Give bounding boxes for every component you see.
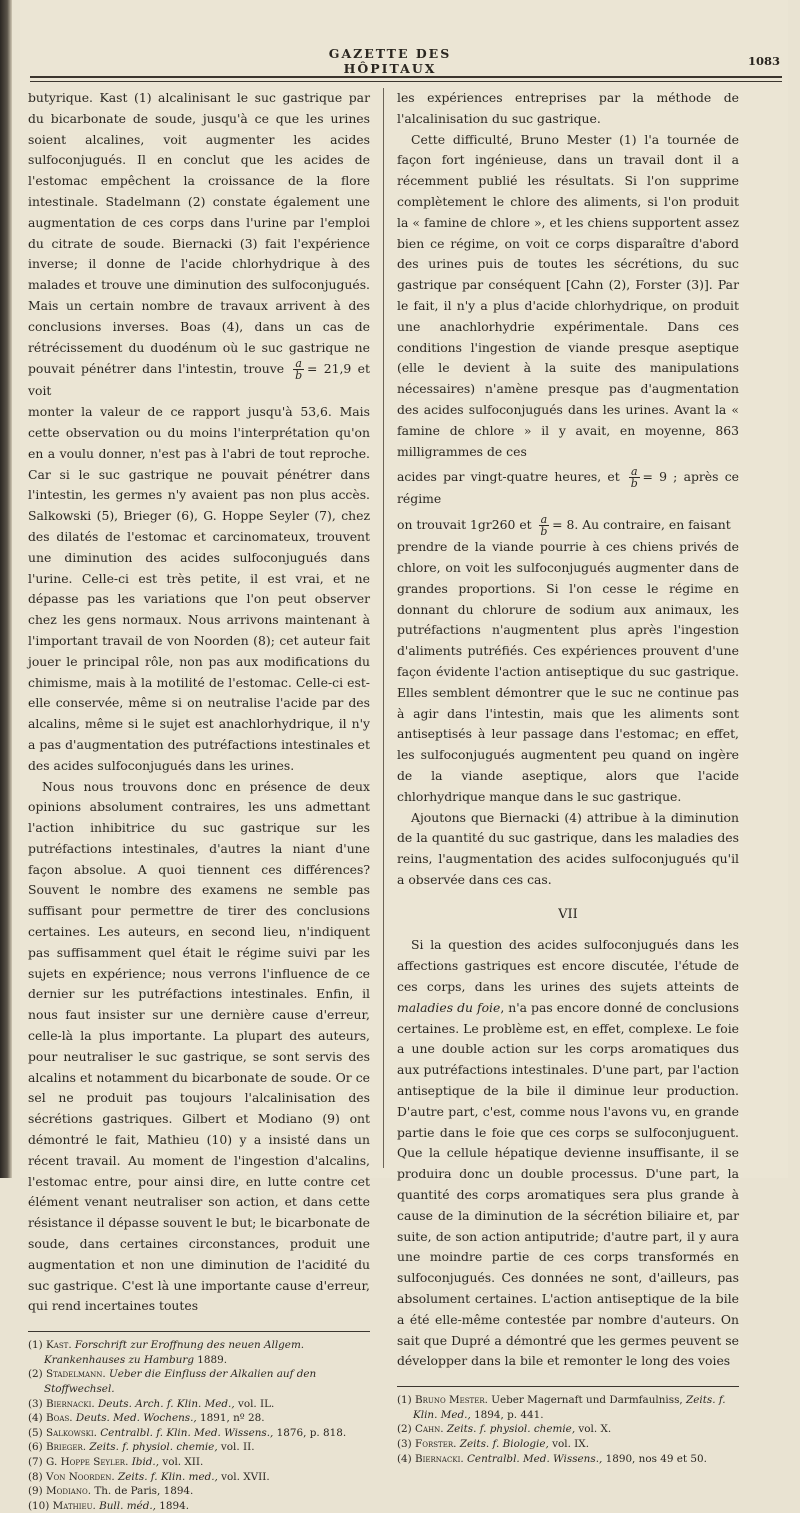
- formula-value: = 21,9 et voit: [28, 361, 370, 399]
- fraction-denominator: b: [630, 477, 638, 491]
- running-head: GAZETTE DES HÔPITAUX: [328, 46, 452, 76]
- footnote: [28, 1397, 370, 1412]
- footnote-title: Zeits. f. Klin. med.,: [118, 1470, 218, 1483]
- footnote: [397, 1452, 739, 1467]
- footnotes: [28, 1338, 370, 1513]
- footnote-text: 1894.: [155, 1499, 190, 1512]
- footnote-text: vol. XVII.: [217, 1470, 270, 1483]
- fraction-numerator: a: [540, 513, 548, 527]
- header-rule: [30, 76, 782, 82]
- footnote-author: Brieger.: [46, 1441, 90, 1454]
- footnote-text: 1876, p. 818.: [273, 1426, 347, 1439]
- paragraph: [397, 935, 739, 1372]
- footnote-title: Zeits. f. physiol. chemie,: [89, 1441, 218, 1454]
- page-header: [20, 44, 788, 76]
- footnote-number: (7): [28, 1455, 47, 1468]
- fraction-denominator: b: [540, 525, 548, 539]
- footnote-text: vol. IL.: [234, 1397, 275, 1410]
- emphasis-text: maladies du foie: [397, 999, 501, 1015]
- footnote-text: vol. IX.: [548, 1438, 589, 1450]
- footnote-title: Forschrift zur Eroffnung des neuen Allgem. Krankenhauses zu Hamburg: [44, 1339, 305, 1366]
- footnote-author: Stadelmann.: [46, 1368, 109, 1381]
- paragraph: prendre de la viande pourrie à ces chiens privés de chlore, on voit les sulfoconjugués augmenter dans de grandes proportions. Si l'on cesse le régime en donnant du chlorure de sodium aux animaux, les putréfactions n'augmentent plus après l'ingestion d'aliments putréfiés. Ces expériences prouvent d'une façon évidente l'action antiseptique du suc gastrique. Elles semblent démontrer que le suc ne continue pas à agir dans l'intestin, mais que les aliments sont antiseptisés à leur passage dans l'estomac; en effet, les sulfoconjugués augmentent peu quand on ingère de la viande aseptique, alors que l'acide chlorhydrique manque dans le suc gastrique.: [397, 539, 739, 804]
- fraction-denominator: b: [295, 369, 303, 383]
- footnote-rule: [397, 1386, 739, 1387]
- footnote-number: (3): [397, 1438, 416, 1450]
- footnote-title: Centralbl. f. Klin. Med. Wissens.,: [100, 1426, 274, 1439]
- footnote-title: Deuts. Med. Wochens.,: [75, 1412, 197, 1425]
- footnotes: [397, 1393, 739, 1466]
- footnote-title: Deuts. Arch. f. Klin. Med.,: [97, 1397, 235, 1410]
- paragraph: Ajoutons que Biernacki (4) attribue à la diminution de la quantité du suc gastrique, dans les maladies des reins, l'augmentation des acides sulfoconjugués qu'il a observée dans ces cas.: [397, 809, 739, 887]
- fraction-numerator: a: [630, 465, 638, 479]
- footnote-text: Th. de Paris, 1894.: [94, 1485, 194, 1498]
- footnote: [397, 1422, 739, 1437]
- footnote-text: Ueber Magernaft und Darmfaulniss,: [487, 1394, 687, 1407]
- footnote-author: Biernacki.: [415, 1452, 464, 1465]
- footnote-text: 1889.: [194, 1353, 228, 1366]
- footnote-author: Forster.: [415, 1438, 457, 1450]
- formula-line: [397, 514, 739, 537]
- footnote-title: Zeits. f. Biologie,: [459, 1438, 549, 1450]
- formula-line: [397, 466, 739, 510]
- footnote-author: Biernacki.: [46, 1397, 98, 1410]
- footnote-text: 1891, nº 28.: [196, 1412, 265, 1425]
- footnote-title: Zeits. f. Klin. Med.,: [413, 1394, 726, 1421]
- footnote-title: Ueber die Einfluss der Alkalien auf den Stoffwechsel.: [44, 1368, 317, 1395]
- page-number: 1083: [747, 54, 780, 68]
- footnote: [28, 1499, 370, 1513]
- footnote-number: (10): [28, 1499, 53, 1512]
- fraction: [293, 358, 304, 381]
- footnote-number: (6): [28, 1441, 47, 1454]
- paragraph: Nous nous trouvons donc en présence de deux opinions absolument contraires, les uns admettant l'action inhibitrice du suc gastrique sur les putréfactions intestinales, d'autres la niant d'une façon absolue. A quoi tiennent ces différences? Souvent le nombre des examens ne semble pas suffisant pour permettre de tirer des conclusions certaines. Les auteurs, en second lieu, n'indiquent pas suffisamment quel était le régime suivi par les sujets en expérience; nous verrons l'influence de ce dernier sur les putréfactions intestinales. Enfin, il nous faut insister sur une dernière cause d'erreur, celle-là la plus importante. La plupart des auteurs, pour neutraliser le suc gastrique, se sont servis des alcalins et notamment du bicarbonate de soude. Or ce sel ne produit pas toujours l'alcalinisation des sécrétions gastriques. Gilbert et Modiano (9) ont démontré le fait, Mathieu (10) y a insisté dans un récent travail. Au moment de l'ingestion d'alcalins, l'estomac entre, pour ainsi dire, en lutte contre cet élément venant neutraliser son action, et dans cette résistance il dépasse souvent le but; le bicarbonate de soude, dans certaines circonstances, produit une augmentation et non une diminution de l'acidité du suc gastrique. C'est là une importante cause d'erreur, qui rend incertaines toutes: [28, 778, 370, 1314]
- footnote-title: Ibid.,: [131, 1455, 160, 1468]
- footnote-title: Zeits. f. physiol. chemie,: [446, 1423, 576, 1436]
- footnote-number: (1): [28, 1339, 47, 1352]
- footnote-text: vol. X.: [575, 1423, 612, 1436]
- footnote: [28, 1426, 370, 1441]
- fraction: [629, 466, 640, 489]
- footnote-number: (3): [28, 1397, 47, 1410]
- footnote: [28, 1484, 370, 1499]
- footnote-author: Mathieu.: [52, 1499, 100, 1512]
- footnote: [28, 1470, 370, 1485]
- footnote-author: Modiano.: [46, 1485, 95, 1498]
- formula-text: = 8. Au contraire, en faisant: [552, 517, 731, 533]
- footnote-number: (4): [28, 1412, 47, 1425]
- footnote-author: Bruno Mester.: [415, 1394, 488, 1407]
- footnote: [28, 1411, 370, 1426]
- footnote-text: 1894, p. 441.: [470, 1408, 544, 1421]
- footnote: [28, 1455, 370, 1470]
- journal-page: [20, 0, 788, 1512]
- paragraph-text: Si la question des acides sulfoconjugués dans les affections gastriques est encore discutée, l'étude de ces corps, dans les urines des sujets atteints de: [397, 937, 739, 995]
- formula-text: = 9 ; après ce régime: [397, 469, 739, 507]
- fraction: [539, 514, 550, 537]
- footnote-number: (4): [397, 1452, 416, 1465]
- footnote-author: Salkowski.: [46, 1426, 101, 1439]
- footnote-number: (1): [397, 1394, 416, 1407]
- fraction-numerator: a: [295, 357, 302, 371]
- footnote-author: Von Noorden.: [46, 1470, 118, 1483]
- footnote: [28, 1338, 370, 1367]
- footnote-title: Bull. méd.,: [99, 1499, 156, 1512]
- footnote-author: G. Hoppe Seyler.: [46, 1455, 132, 1468]
- paragraph-text: butyrique. Kast (1) alcalinisant le suc gastrique par du bicarbonate de soude, jusqu'à ce que les urines soient alcalines, voit augmenter les acides sulfoconjugués. Il en conclut que les acides de l'estomac empêchent la croissance de la flore intestinale. Stadelmann (2) constate également une augmentation de ces corps dans l'urine par l'emploi du citrate de soude. Biernacki (3) fait l'expérience inverse; il donne de l'acide chlorhydrique à des malades et trouve une diminution des sulfoconjugués. Mais un certain nombre de travaux arrivent à des conclusions inverses. Boas (4), dans un cas de rétrécissement du duodénum où le suc gastrique ne pouvait pénétrer dans l'intestin, trouve: [28, 90, 370, 377]
- footnote-number: (2): [28, 1368, 47, 1381]
- footnote-number: (2): [397, 1423, 416, 1436]
- left-column: [28, 88, 370, 1513]
- footnote-title: Centralbl. Med. Wissens.,: [466, 1452, 603, 1465]
- footnote-number: (9): [28, 1485, 47, 1498]
- section-heading: VII: [558, 906, 578, 922]
- footnote-author: Cahn.: [415, 1423, 444, 1436]
- footnote-author: Kast.: [46, 1339, 75, 1352]
- footnote: [397, 1437, 739, 1452]
- footnote-author: Boas.: [46, 1412, 76, 1425]
- book-binding-edge: [0, 0, 12, 1178]
- formula-text: on trouvait 1gr260 et: [397, 517, 532, 533]
- footnote: [397, 1393, 739, 1422]
- footnote: [28, 1440, 370, 1455]
- footnote-number: (8): [28, 1470, 47, 1483]
- paragraph: monter la valeur de ce rapport jusqu'à 53,6. Mais cette observation ou du moins l'interprétation qu'on en a voulu donner, n'est pas à l'abri de tout reproche. Car si le suc gastrique ne pouvait pénétrer dans l'intestin, les germes n'y avaient pas non plus accès. Salkowski (5), Brieger (6), G. Hoppe Seyler (7), chez des dilatés de l'estomac et carcinomateux, trouvent une diminution des acides sulfoconjugués dans l'urine. Celle-ci est très petite, il est vrai, et ne dépasse pas les variations que l'on peut observer chez les gens normaux. Nous arrivons maintenant à l'important travail de von Noorden (8); cet auteur fait jouer le principal rôle, non pas aux modifications du chimisme, mais à la motilité de l'estomac. Celle-ci est-elle conservée, même si on neutralise l'acide par des alcalins, même si le sujet est anachlorhydrique, il n'y a pas d'augmentation des putréfactions intestinales et des acides sulfoconjugués dans les urines.: [28, 404, 370, 773]
- footnote-text: vol. XII.: [159, 1455, 204, 1468]
- footnote-text: vol. II.: [217, 1441, 255, 1454]
- paragraph-text: , n'a pas encore donné de conclusions certaines. Le problème est, en effet, complexe. Le foie a une double action sur les corps aromatiques dus aux putréfactions intestinales. D'une part, par l'action antiseptique de la bile il diminue leur production. D'autre part, c'est, comme nous l'avons vu, en grande partie dans le foie que ces corps se sulfoconjuguent. Que la cellule hépatique devienne insuffisante, il se produira donc un double processus. D'une part, la quantité des corps aromatiques sera plus grande à cause de la diminution de la sécrétion biliaire et, par suite, de son action antiputride; d'autre part, il y aura une moindre partie de ces corps transformés en sulfoconjugués. Ces données ne sont, d'ailleurs, pas absolument certaines. L'action antiseptique de la bile a été elle-même contestée par nombre d'auteurs. On sait que Dupré a démontré que les germes peuvent se développer dans la bile et remonter le long des voies: [397, 999, 739, 1369]
- footnote-rule: [28, 1331, 370, 1332]
- formula-text: acides par vingt-quatre heures, et: [397, 469, 620, 485]
- paragraph: les expériences entreprises par la méthode de l'alcalinisation du suc gastrique.: [397, 90, 739, 126]
- footnote-text: 1890, nos 49 et 50.: [602, 1452, 707, 1465]
- paragraph: [28, 88, 370, 402]
- right-column: [397, 88, 739, 1466]
- footnote: [28, 1367, 370, 1396]
- column-divider: [383, 88, 384, 1168]
- footnote-number: (5): [28, 1426, 47, 1439]
- paragraph: Cette difficulté, Bruno Mester (1) l'a tournée de façon fort ingénieuse, dans un travail dont il a récemment publié les résultats. Si l'on supprime complètement le chlore des aliments, si l'on produit la « famine de chlore », et les chiens supportent assez bien ce régime, on voit ce corps disparaître d'abord des urines puis de toutes les sécrétions, du suc gastrique par conséquent [Cahn (2), Forster (3)]. Par le fait, il n'y a plus d'acide chlorhydrique, on produit une anachlorhydrie expérimentale. Dans ces conditions l'ingestion de viande presque aseptique (elle le devient à la suite des manipulations nécessaires) n'amène presque pas d'augmentation des acides sulfoconjugués dans les urines. Avant la « famine de chlore » il y avait, en moyenne, 863 milligrammes de ces: [397, 131, 739, 459]
